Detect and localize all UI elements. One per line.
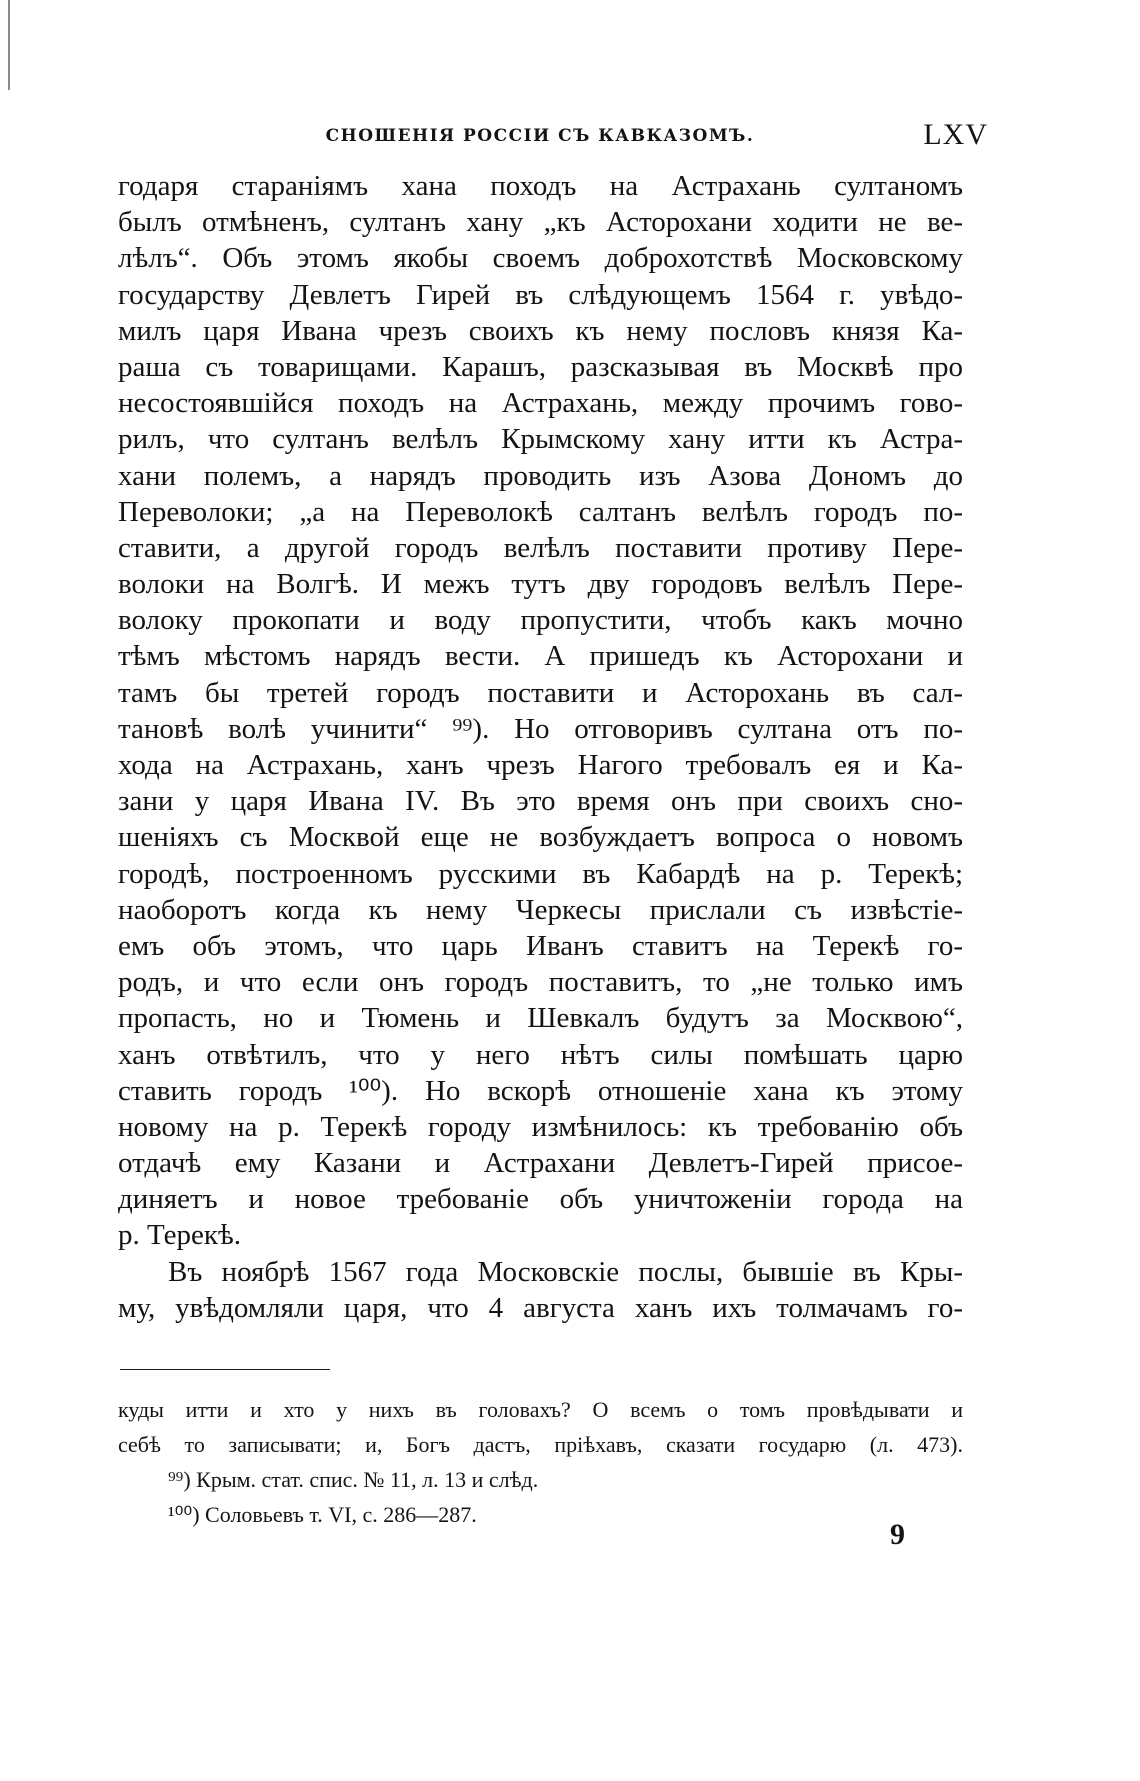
footnotes	[118, 1392, 963, 1532]
text-line: емъ объ этомъ, что царь Иванъ ставитъ на Терекѣ го-	[118, 929, 963, 962]
text-line: хода на Астрахань, ханъ чрезъ Нагого требовалъ ея и Ка-	[118, 749, 963, 781]
text-line: ханъ отвѣтилъ, что у него нѣтъ силы помѣшать царю	[118, 1038, 963, 1071]
text-line: городѣ, построенномъ русскими въ Кабардѣ на р. Терекѣ;	[118, 857, 963, 890]
footnote-99: ⁹⁹) Крым. стат. спис. № 11, л. 13 и слѣд.	[168, 1467, 539, 1492]
footnote-100: ¹⁰⁰) Соловьевъ т. VI, с. 286—287.	[168, 1502, 477, 1527]
text-line: несостоявшійся походъ на Астрахань, между прочимъ гово-	[118, 387, 963, 420]
text-line: тановѣ волѣ учинити“ ⁹⁹). Но отговоривъ султана отъ по-	[118, 712, 963, 745]
text-line: новому на р. Терекѣ городу измѣнилось: къ требованію объ	[118, 1110, 963, 1143]
text-line: былъ отмѣненъ, султанъ хану „къ Асторохани ходити не ве-	[118, 206, 963, 239]
text-line: раша съ товарищами. Карашъ, разсказывая въ Москвѣ про	[118, 350, 963, 383]
signature-mark: 9	[890, 1518, 905, 1551]
text-line: наоборотъ когда къ нему Черкесы прислали съ извѣстіе-	[118, 893, 963, 926]
running-head-title: СНОШЕНІЯ РОССІИ СЪ КАВКАЗОМЪ.	[325, 126, 755, 146]
text-line: рилъ, что султанъ велѣлъ Крымскому хану итти къ Астра-	[118, 423, 963, 456]
page-number: LXV	[923, 118, 988, 151]
text-line: шеніяхъ съ Москвой еще не возбуждаетъ вопроса о новомъ	[118, 821, 963, 854]
text-line: р. Терекѣ.	[118, 1219, 241, 1252]
text-line: тамъ бы третей городъ поставити и Асторохань въ сал-	[118, 676, 963, 709]
main-text	[118, 168, 963, 1326]
text-line: волоки на Волгѣ. И межъ тутъ дву городовъ велѣлъ Пере-	[118, 568, 963, 601]
text-line: Въ ноябрѣ 1567 года Московскіе послы, бывшіе въ Кры-	[168, 1255, 963, 1288]
text-line: волоку прокопати и воду пропустити, чтобъ какъ мочно	[118, 604, 963, 637]
running-head	[118, 118, 988, 158]
text-line: хани полемъ, а нарядъ проводить изъ Азова Дономъ до	[118, 459, 963, 492]
text-line: диняетъ и новое требованіе объ уничтоженіи города на	[118, 1183, 963, 1216]
text-line: государству Девлетъ Гирей въ слѣдующемъ 1564 г. увѣдо-	[118, 278, 963, 311]
text-line: родъ, и что если онъ городъ поставитъ, то „не только имъ	[118, 966, 963, 999]
text-line: пропасть, но и Тюмень и Шевкалъ будутъ за Москвою“,	[118, 1002, 963, 1035]
text-line: отдачѣ ему Казани и Астрахани Девлетъ-Гирей присое-	[118, 1147, 963, 1180]
text-line: тѣмъ мѣстомъ нарядъ вести. А пришедъ къ Асторохани и	[118, 640, 963, 673]
text-line: годаря стараніямъ хана походъ на Астрахань султаномъ	[118, 170, 963, 202]
footnote-line: куды итти и хто у нихъ въ головахъ? О всемъ о томъ провѣдывати и	[118, 1397, 963, 1422]
text-line: лѣлъ“. Объ этомъ якобы своемъ доброхотствѣ Московскому	[118, 242, 963, 275]
text-line: Переволоки; „а на Переволокѣ салтанъ велѣлъ городъ по-	[118, 495, 963, 528]
footnote-rule	[120, 1369, 330, 1370]
scan-edge-line	[8, 0, 10, 90]
text-line: зани у царя Ивана IV. Въ это время онъ при своихъ сно-	[118, 785, 963, 818]
text-line: му, увѣдомляли царя, что 4 августа ханъ ихъ толмачамъ го-	[118, 1291, 963, 1324]
text-line: милъ царя Ивана чрезъ своихъ къ нему пословъ князя Ка-	[118, 314, 963, 347]
text-line: ставити, а другой городъ велѣлъ поставити противу Пере-	[118, 531, 963, 564]
footnote-line: себѣ то записывати; и, Богъ дастъ, пріѣхавъ, сказати государю (л. 473).	[118, 1432, 963, 1457]
text-line: ставить городъ ¹⁰⁰). Но вскорѣ отношеніе хана къ этому	[118, 1074, 963, 1107]
